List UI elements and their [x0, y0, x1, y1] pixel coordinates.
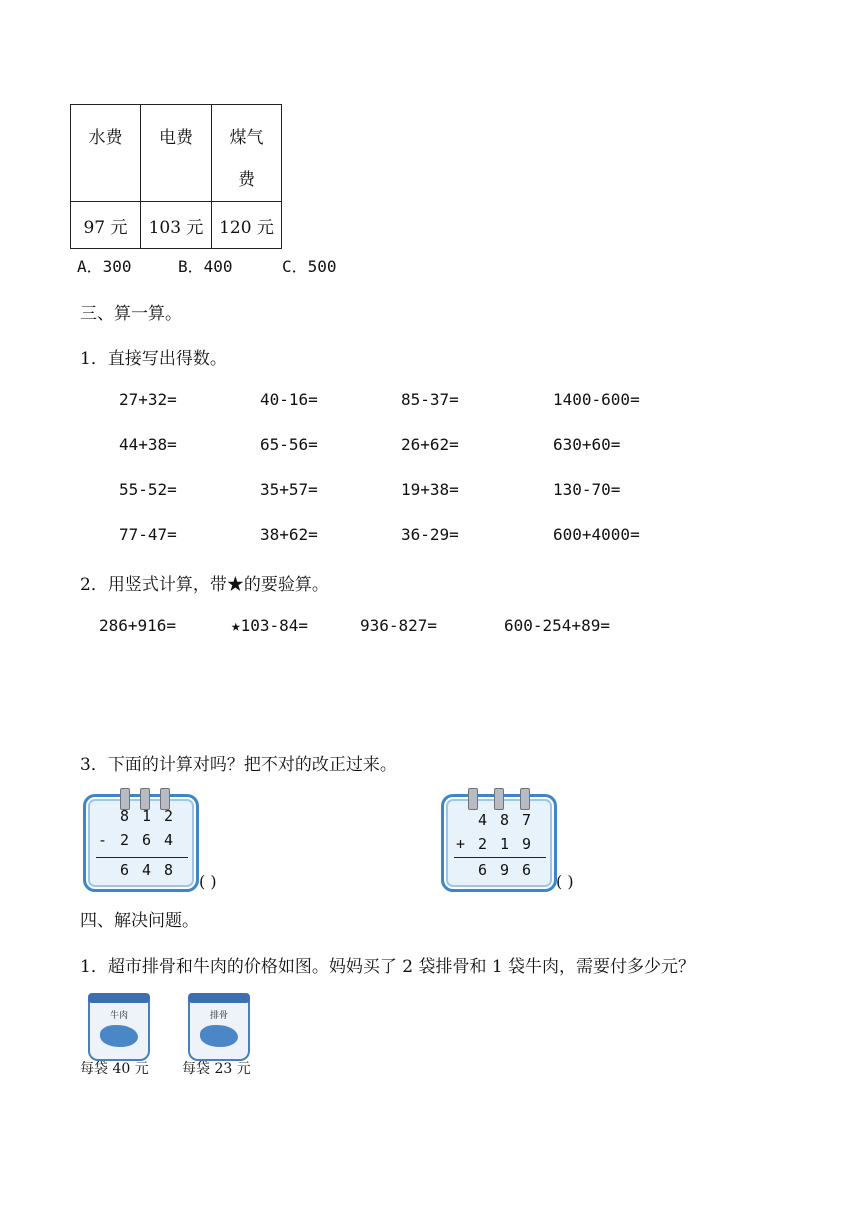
vertical-item: 286+916=: [99, 616, 177, 635]
oral-item: 65-56=: [260, 435, 318, 454]
digit: 9: [500, 861, 510, 879]
clip-icon: [520, 788, 530, 810]
oral-item: 19+38=: [401, 480, 459, 499]
fee-header-water: 水费: [71, 105, 141, 202]
vertical-item: 936-827=: [360, 616, 438, 635]
beef-price: 每袋 40 元: [80, 1061, 149, 1077]
option-b: B．400: [178, 257, 233, 276]
oral-item: 77-47=: [119, 525, 177, 544]
beef-icon: [100, 1025, 138, 1047]
digit: 7: [522, 811, 532, 829]
calc-card-addition: [441, 794, 557, 892]
fee-header-electric: 电费: [141, 105, 212, 202]
vertical-item-starred: ★103-84=: [231, 616, 309, 635]
vertical-item: 600-254+89=: [504, 616, 610, 635]
digit: 6: [522, 861, 532, 879]
fee-header-gas-line2: 费: [238, 170, 255, 190]
oral-item: 1400-600=: [553, 390, 640, 409]
card-rule: [454, 857, 546, 858]
oral-item: 40-16=: [260, 390, 318, 409]
oral-item: 85-37=: [401, 390, 459, 409]
fee-header-gas-line1: 煤气: [229, 128, 264, 148]
section3-q1: 1．直接写出得数。: [80, 349, 227, 369]
digit: 2: [120, 831, 130, 849]
digit: 4: [164, 831, 174, 849]
oral-item: 600+4000=: [553, 525, 640, 544]
digit: 8: [120, 807, 130, 825]
digit: 8: [500, 811, 510, 829]
digit: 6: [478, 861, 488, 879]
bag-label: 排骨: [209, 1011, 228, 1021]
fee-table: [70, 104, 282, 249]
answer-blank[interactable]: ( ): [199, 872, 217, 891]
answer-blank[interactable]: ( ): [556, 872, 574, 891]
section4-q1: 1．超市排骨和牛肉的价格如图。妈妈买了 2 袋排骨和 1 袋牛肉，需要付多少元？: [80, 957, 696, 977]
ribs-price: 每袋 23 元: [182, 1061, 251, 1077]
digit: 6: [120, 861, 130, 879]
oral-item: 26+62=: [401, 435, 459, 454]
digit: 2: [478, 835, 488, 853]
section3-q2: 2．用竖式计算，带★的要验算。: [80, 575, 329, 595]
option-c: C．500: [282, 257, 337, 276]
oral-item: 630+60=: [553, 435, 621, 454]
fee-table-header-row: [71, 105, 282, 202]
oral-item: 27+32=: [119, 390, 177, 409]
section3-title: 三、算一算。: [80, 304, 182, 324]
oral-item: 38+62=: [260, 525, 318, 544]
fee-value-electric: 103 元: [141, 202, 212, 249]
fee-value-gas: 120 元: [212, 202, 282, 249]
bag-seal: [88, 993, 150, 1003]
digit: 2: [164, 807, 174, 825]
digit: 1: [142, 807, 152, 825]
digit: 6: [142, 831, 152, 849]
operator-minus: -: [98, 831, 108, 849]
fee-header-gas: [212, 105, 282, 202]
digit: 9: [522, 835, 532, 853]
bag-seal: [188, 993, 250, 1003]
operator-plus: +: [456, 835, 466, 853]
option-a: A．300: [77, 257, 132, 276]
section4-title: 四、解决问题。: [80, 911, 199, 931]
fee-value-water: 97 元: [71, 202, 141, 249]
oral-item: 55-52=: [119, 480, 177, 499]
card-rule: [96, 857, 188, 858]
ribs-icon: [200, 1025, 238, 1047]
calc-card-subtraction: [83, 794, 199, 892]
bag-label: 牛肉: [109, 1011, 128, 1021]
oral-item: 36-29=: [401, 525, 459, 544]
digit: 1: [500, 835, 510, 853]
beef-bag-image: [88, 993, 150, 1061]
ribs-bag-image: [188, 993, 250, 1061]
clip-icon: [494, 788, 504, 810]
oral-item: 44+38=: [119, 435, 177, 454]
oral-item: 130-70=: [553, 480, 621, 499]
oral-item: 35+57=: [260, 480, 318, 499]
digit: 8: [164, 861, 174, 879]
clip-icon: [468, 788, 478, 810]
section3-q3: 3．下面的计算对吗？把不对的改正过来。: [80, 755, 397, 775]
digit: 4: [478, 811, 488, 829]
digit: 4: [142, 861, 152, 879]
fee-table-value-row: [71, 202, 282, 249]
